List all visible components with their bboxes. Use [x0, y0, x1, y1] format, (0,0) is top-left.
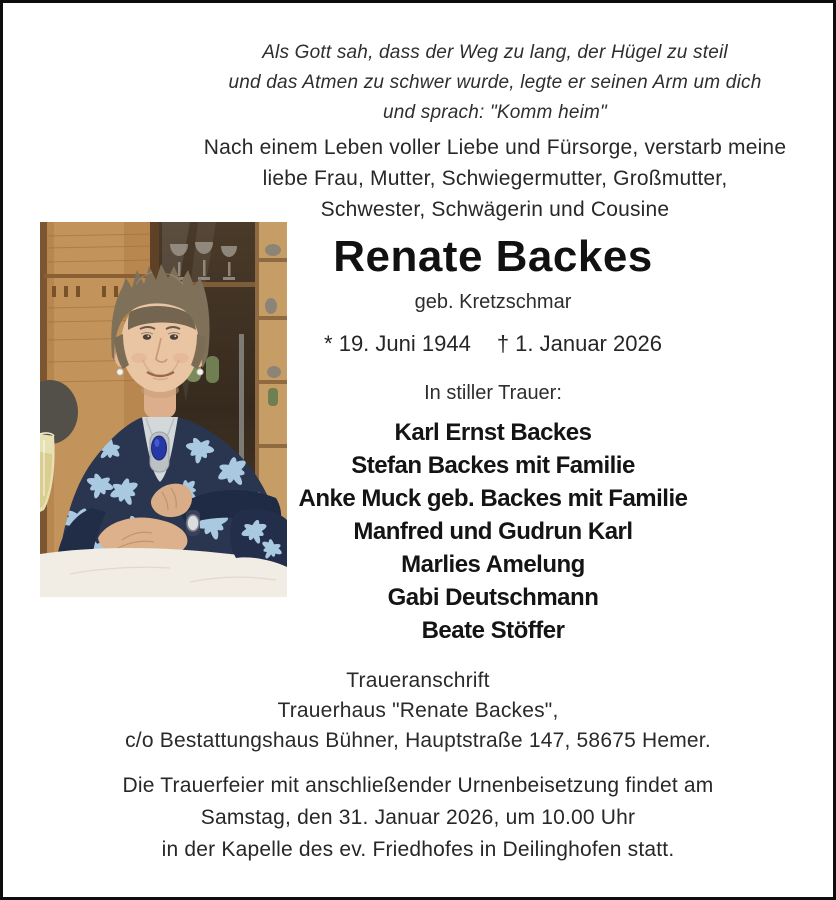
mourner-name: Beate Stöffer: [421, 617, 565, 644]
funeral-line: in der Kapelle des ev. Friedhofes in Deilinghofen statt.: [161, 838, 675, 861]
address-line: c/o Bestattungshaus Bühner, Hauptstraße 147, 58675 Hemer.: [125, 729, 711, 752]
intro-line: liebe Frau, Mutter, Schwiegermutter, Großmutter,: [262, 167, 728, 190]
funeral-line: Samstag, den 31. Januar 2026, um 10.00 Uhr: [200, 806, 636, 829]
funeral-info: [0, 770, 836, 866]
mourner-name: Anke Muck geb. Backes mit Familie: [298, 485, 688, 512]
mourner-name: Marlies Amelung: [401, 551, 585, 578]
mourning-address: [0, 666, 836, 756]
intro-text: [150, 132, 836, 225]
opening-verse: [150, 38, 836, 128]
verse-line: und das Atmen zu schwer wurde, legte er seinen Arm um dich: [228, 72, 762, 93]
funeral-line: Die Trauerfeier mit anschließender Urnenbeisetzung findet am: [122, 774, 714, 797]
maiden-name: geb. Kretzschmar: [414, 291, 572, 313]
intro-line: Nach einem Leben voller Liebe und Fürsorge, verstarb meine: [203, 136, 787, 159]
verse-line: Als Gott sah, dass der Weg zu lang, der Hügel zu steil: [262, 42, 728, 63]
portrait-photo: [40, 222, 287, 597]
pearl-earring: [117, 369, 123, 375]
watch-face: [187, 515, 199, 531]
portrait-photo-svg: [40, 222, 287, 597]
mourner-name: Manfred und Gudrun Karl: [353, 518, 633, 545]
mourners-list: [287, 416, 699, 647]
deceased-name: Renate Backes: [333, 232, 653, 281]
life-dates: [287, 331, 699, 357]
verse-line: und sprach: "Komm heim": [382, 102, 607, 123]
pearl-earring: [197, 369, 203, 375]
birth-date: * 19. Juni 1944: [324, 331, 471, 356]
mourner-name: Gabi Deutschmann: [387, 584, 599, 611]
address-line: Trauerhaus "Renate Backes",: [277, 699, 559, 722]
death-date: † 1. Januar 2026: [496, 331, 662, 356]
intro-line: Schwester, Schwägerin und Cousine: [320, 198, 670, 221]
mourner-name: Stefan Backes mit Familie: [351, 452, 635, 479]
mourning-heading: In stiller Trauer:: [424, 382, 562, 404]
mourner-name: Karl Ernst Backes: [394, 419, 592, 446]
deceased-section: [287, 222, 699, 647]
address-heading: Traueranschrift: [346, 669, 490, 692]
blue-pendant: [152, 436, 167, 460]
